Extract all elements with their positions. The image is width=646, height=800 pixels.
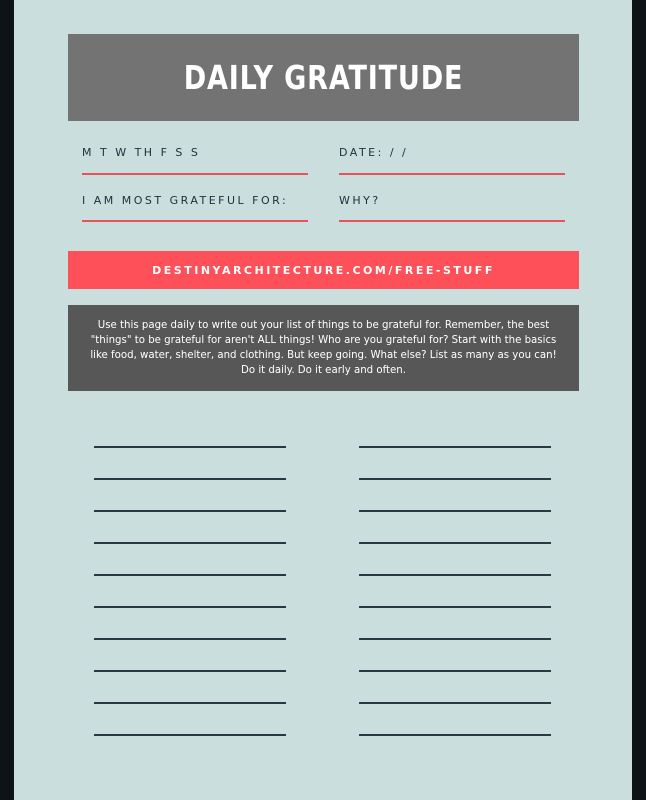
date-label: DATE: / / xyxy=(339,146,409,159)
left-write-line xyxy=(94,574,286,576)
right-write-line xyxy=(359,702,551,704)
left-write-line xyxy=(94,446,286,448)
right-write-line xyxy=(359,446,551,448)
right-write-line xyxy=(359,510,551,512)
left-write-line xyxy=(94,510,286,512)
right-write-line xyxy=(359,542,551,544)
left-write-line xyxy=(94,702,286,704)
right-write-line xyxy=(359,638,551,640)
grateful-for-label: I AM MOST GRATEFUL FOR: xyxy=(82,194,289,207)
left-write-line xyxy=(94,606,286,608)
instructions-box xyxy=(68,305,579,391)
grateful-for-underline xyxy=(82,220,308,222)
left-write-line xyxy=(94,734,286,736)
days-of-week-label: M T W TH F S S xyxy=(82,146,201,159)
right-write-line xyxy=(359,574,551,576)
left-write-line xyxy=(94,542,286,544)
page-title: DAILY GRATITUDE xyxy=(183,58,464,97)
why-underline xyxy=(339,220,565,222)
date-underline xyxy=(339,173,565,175)
days-underline xyxy=(82,173,308,175)
right-write-line xyxy=(359,734,551,736)
why-label: WHY? xyxy=(339,194,381,207)
title-banner xyxy=(68,34,579,121)
worksheet-page xyxy=(14,0,632,800)
right-write-line xyxy=(359,670,551,672)
right-write-line xyxy=(359,606,551,608)
left-write-line xyxy=(94,670,286,672)
left-write-line xyxy=(94,478,286,480)
website-url: DESTINYARCHITECTURE.COM/FREE-STUFF xyxy=(152,263,495,277)
url-banner xyxy=(68,251,579,289)
right-write-line xyxy=(359,478,551,480)
left-write-line xyxy=(94,638,286,640)
instructions-text: Use this page daily to write out your list of things to be grateful for. Remember, the best "things" to be grateful for aren't ALL things! Who are you grateful for? Start with the basics like food, water, shelter, and clothing. But keep going. What else? List as many as you can! Do it daily. Do it early and often. xyxy=(90,320,557,376)
